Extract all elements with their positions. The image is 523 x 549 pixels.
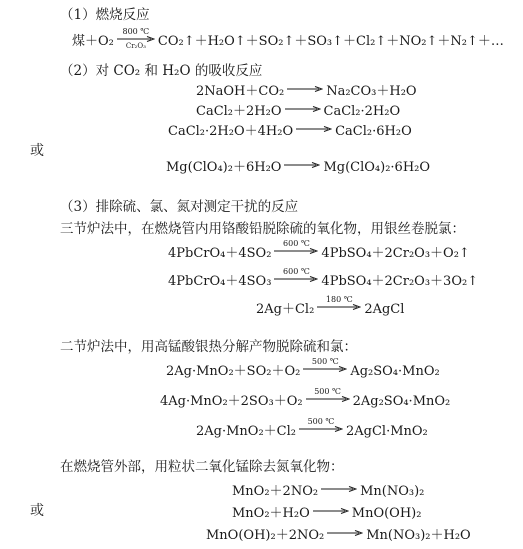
reaction-arrow-icon xyxy=(306,387,350,410)
arrow-condition-top: 180 ℃ xyxy=(325,295,353,304)
combustion-equation xyxy=(72,27,504,53)
paragraph-outside-tube: 在燃烧管外部，用粒状二氧化锰除去氮氧化物： xyxy=(60,459,344,475)
eq-left: 煤＋O₂ xyxy=(72,33,114,49)
section-3-heading: （3）排除硫、氯、氮对测定干扰的反应 xyxy=(60,199,299,215)
desulfurization-equation xyxy=(168,267,479,293)
eq-left: MnO₂＋2NO₂ xyxy=(232,483,319,499)
eq-right: 2Ag₂SO₄·MnO₂ xyxy=(352,393,451,409)
eq-left: MnO(OH)₂＋2NO₂ xyxy=(206,527,325,543)
eq-left: 2Ag·MnO₂＋SO₂＋O₂ xyxy=(166,363,301,379)
eq-left: Mg(ClO₄)₂＋6H₂O xyxy=(166,159,282,175)
eq-right: CaCl₂·6H₂O xyxy=(335,123,412,139)
eq-left: 2Ag＋Cl₂ xyxy=(256,301,315,317)
denitrification-equation xyxy=(206,524,471,547)
reaction-arrow-icon xyxy=(317,295,361,318)
paragraph-three-furnace: 三节炉法中，在燃烧管内用铬酸铅脱除硫的氧化物，用银丝卷脱氯： xyxy=(60,221,465,237)
reaction-arrow-icon xyxy=(296,117,332,140)
eq-right: 2AgCl·MnO₂ xyxy=(345,423,428,439)
or-label: 或 xyxy=(30,503,44,519)
reaction-arrow-icon xyxy=(327,521,363,544)
reaction-arrow-icon xyxy=(303,357,347,380)
arrow-condition-top: 600 ℃ xyxy=(283,239,310,248)
reaction-arrow-icon xyxy=(117,27,155,50)
or-label: 或 xyxy=(30,143,44,159)
arrow-condition-top: 800 ℃ xyxy=(122,27,150,36)
eq-right: Mn(NO₃)₂＋H₂O xyxy=(366,527,471,543)
reaction-arrow-icon xyxy=(321,477,357,500)
reaction-arrow-icon xyxy=(274,239,318,262)
eq-right: CaCl₂·2H₂O xyxy=(323,103,401,119)
reaction-arrow-icon xyxy=(299,417,343,440)
absorption-equation xyxy=(168,120,412,143)
absorption-equation xyxy=(166,156,430,179)
eq-right: Na₂CO₃＋H₂O xyxy=(326,83,417,99)
eq-left: 2NaOH＋CO₂ xyxy=(196,83,285,99)
arrow-condition-top: 500 ℃ xyxy=(311,357,339,366)
reaction-arrow-icon xyxy=(284,153,320,176)
section-1-heading: （1）燃烧反应 xyxy=(60,7,150,23)
eq-right: Ag₂SO₄·MnO₂ xyxy=(350,363,440,379)
eq-left: 4PbCrO₄＋4SO₃ xyxy=(168,273,272,289)
eq-left: CaCl₂·2H₂O＋4H₂O xyxy=(168,123,294,139)
arrow-condition-bottom: Cr₂O₃ xyxy=(125,42,146,50)
arrow-condition-top: 500 ℃ xyxy=(314,387,341,396)
eq-right: CO₂↑＋H₂O↑＋SO₂↑＋SO₃↑＋Cl₂↑＋NO₂↑＋N₂↑＋… xyxy=(157,33,504,49)
dechlorination-equation xyxy=(256,295,405,321)
eq-right: 4PbSO₄＋2Cr₂O₃＋O₂↑ xyxy=(321,245,470,261)
eq-right: Mg(ClO₄)₂·6H₂O xyxy=(323,159,431,175)
paragraph-two-furnace: 二节炉法中，用高锰酸银热分解产物脱除硫和氯： xyxy=(60,339,357,355)
arrow-condition-top: 500 ℃ xyxy=(307,417,335,426)
silver-manganese-equation xyxy=(196,417,428,443)
section-2-heading: （2）对 CO₂ 和 H₂O 的吸收反应 xyxy=(60,63,263,79)
eq-left: CaCl₂＋2H₂O xyxy=(196,103,282,119)
desulfurization-equation xyxy=(168,239,470,265)
eq-left: 2Ag·MnO₂＋Cl₂ xyxy=(196,423,296,439)
eq-right: Mn(NO₃)₂ xyxy=(360,483,425,499)
eq-left: 4Ag·MnO₂＋2SO₃＋O₂ xyxy=(160,393,303,409)
arrow-condition-top: 600 ℃ xyxy=(283,267,310,276)
eq-left: 4PbCrO₄＋4SO₂ xyxy=(168,245,272,261)
reaction-arrow-icon xyxy=(313,499,349,522)
eq-right: 4PbSO₄＋2Cr₂O₃＋3O₂↑ xyxy=(321,273,479,289)
silver-manganese-equation xyxy=(166,357,440,383)
eq-right: 2AgCl xyxy=(364,301,405,317)
silver-manganese-equation xyxy=(160,387,451,413)
eq-left: MnO₂＋H₂O xyxy=(232,505,310,521)
reaction-arrow-icon xyxy=(274,267,318,290)
eq-right: MnO(OH)₂ xyxy=(351,505,422,521)
